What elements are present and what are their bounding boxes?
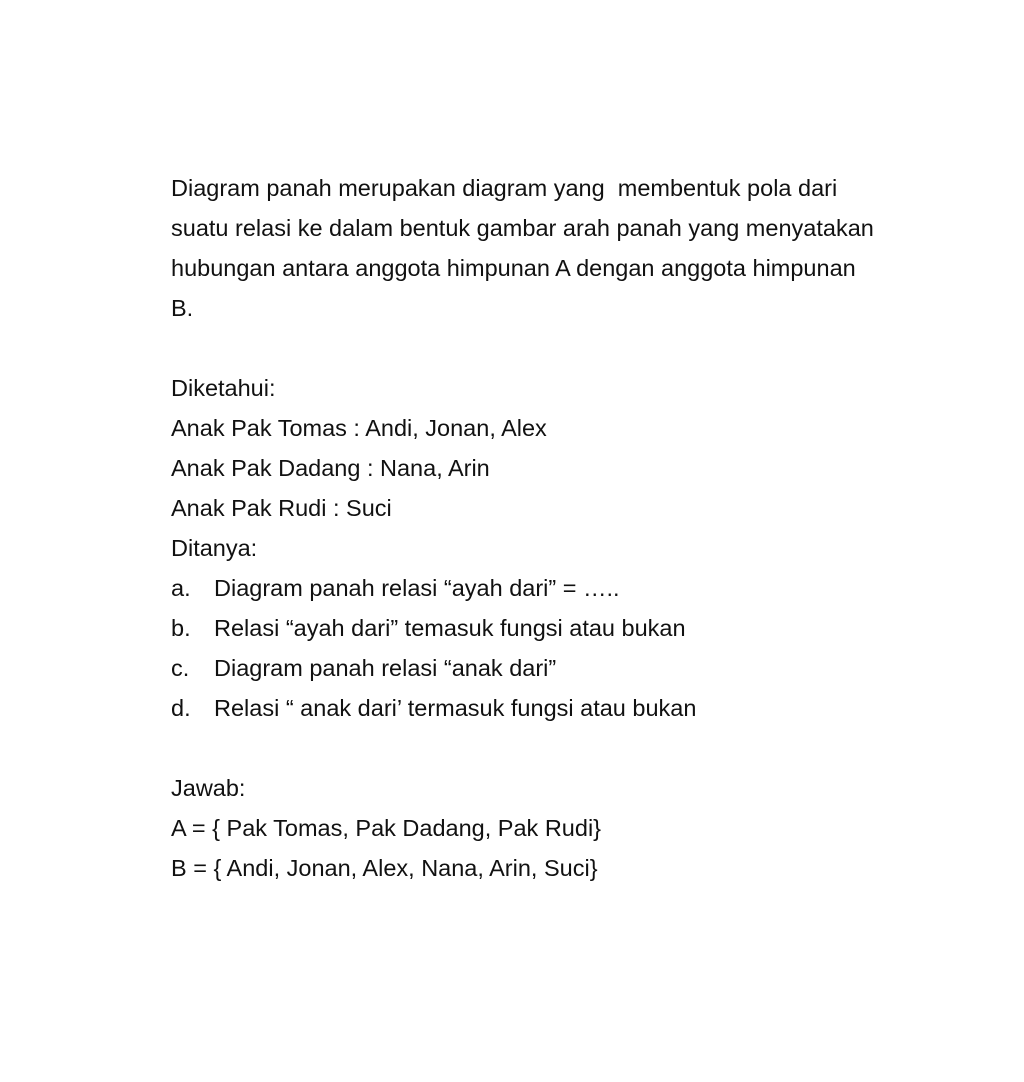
list-marker: b. (171, 615, 191, 641)
asked-item (171, 648, 971, 688)
known-heading: Diketahui: (171, 375, 276, 401)
asked-item-text: Diagram panah relasi “anak dari” (214, 655, 557, 681)
list-marker: d. (171, 695, 191, 721)
known-item: Anak Pak Tomas : Andi, Jonan, Alex (171, 415, 547, 441)
blank-line (171, 728, 971, 768)
asked-item-text: Diagram panah relasi “ayah dari” = ….. (214, 575, 620, 601)
known-item: Anak Pak Rudi : Suci (171, 495, 392, 521)
known-item: Anak Pak Dadang : Nana, Arin (171, 455, 490, 481)
asked-item-text: Relasi “ayah dari” temasuk fungsi atau bukan (214, 615, 686, 641)
asked-item (171, 568, 971, 608)
answer-heading: Jawab: (171, 775, 246, 801)
intro-line: suatu relasi ke dalam bentuk gambar arah panah yang menyatakan (171, 215, 874, 241)
document-body (171, 168, 971, 888)
list-marker: c. (171, 655, 190, 681)
blank-line (171, 328, 971, 368)
intro-paragraph (171, 168, 971, 328)
answer-section (171, 768, 971, 888)
list-marker: a. (171, 575, 191, 601)
answer-item: B = { Andi, Jonan, Alex, Nana, Arin, Suci} (171, 855, 598, 881)
asked-item (171, 608, 971, 648)
known-section (171, 368, 971, 528)
asked-heading: Ditanya: (171, 535, 258, 561)
answer-item: A = { Pak Tomas, Pak Dadang, Pak Rudi} (171, 815, 602, 841)
asked-item (171, 688, 971, 728)
asked-item-text: Relasi “ anak dari’ termasuk fungsi atau bukan (214, 695, 697, 721)
intro-line: Diagram panah merupakan diagram yang membentuk pola dari (171, 175, 838, 201)
intro-line: B. (171, 295, 194, 321)
asked-section (171, 528, 971, 728)
intro-line: hubungan antara anggota himpunan A dengan anggota himpunan (171, 255, 856, 281)
